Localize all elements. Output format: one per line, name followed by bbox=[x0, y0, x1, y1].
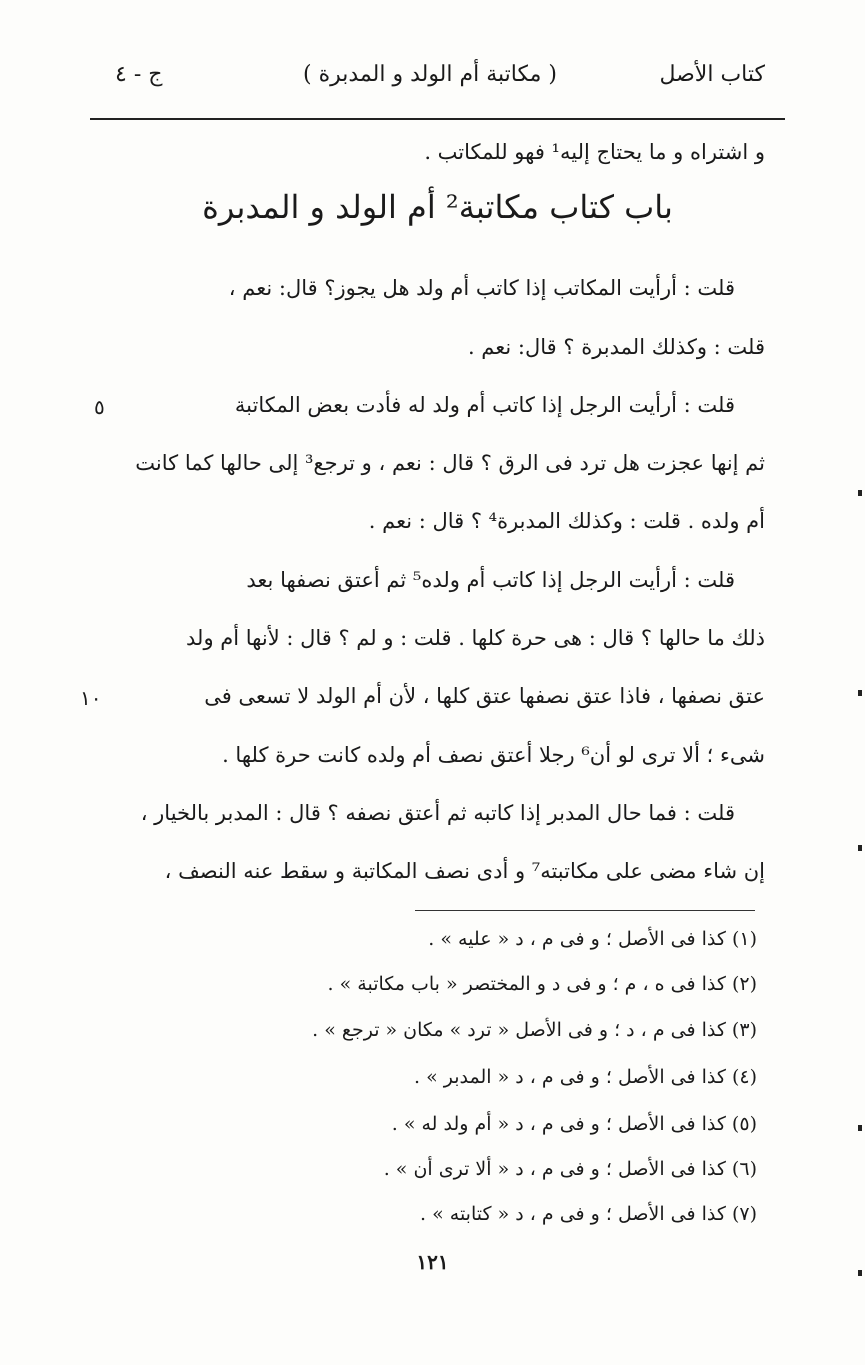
footnote: (٣) كذا فى م ، د ؛ و فى الأصل « ترد » مكان « ترجع » . bbox=[312, 1019, 757, 1041]
body-line: قلت : أرأيت الرجل إذا كاتب أم ولد له فأدت بعض المكاتبة bbox=[234, 393, 735, 417]
body-line: شىء ؛ ألا ترى لو أن⁶ رجلا أعتق نصف أم ولده كانت حرة كلها . bbox=[222, 743, 765, 767]
body-line: أم ولده . قلت : وكذلك المدبرة⁴ ؟ قال : نعم . bbox=[368, 509, 765, 533]
chapter-heading: باب كتاب مكاتبة² أم الولد و المدبرة bbox=[202, 188, 673, 226]
body-line: عتق نصفها ، فاذا عتق نصفها عتق كلها ، لأن أم الولد لا تسعى فى bbox=[204, 684, 765, 708]
header-book-title: كتاب الأصل bbox=[659, 62, 765, 87]
body-line: إن شاء مضى على مكاتبته⁷ و أدى نصف المكاتبة و سقط عنه النصف ، bbox=[164, 859, 765, 883]
margin-line-number: ١٠ bbox=[80, 686, 102, 710]
body-line: قلت : وكذلك المدبرة ؟ قال: نعم . bbox=[467, 335, 765, 359]
scan-speck bbox=[858, 845, 862, 851]
footnote: (٢) كذا فى ه ، م ؛ و فى د و المختصر « باب مكاتبة » . bbox=[327, 973, 757, 995]
footnote: (٥) كذا فى الأصل ؛ و فى م ، د « أم ولد له » . bbox=[391, 1113, 757, 1135]
body-line: ثم إنها عجزت هل ترد فى الرق ؟ قال : نعم ، و ترجع³ إلى حالها كما كانت bbox=[135, 451, 765, 475]
margin-line-number: ٥ bbox=[94, 395, 105, 419]
page-number: ١٢١ bbox=[416, 1250, 449, 1274]
footnote: (٤) كذا فى الأصل ؛ و فى م ، د « المدبر » . bbox=[414, 1066, 757, 1088]
scan-speck bbox=[858, 1270, 862, 1276]
body-line: و اشتراه و ما يحتاج إليه¹ فهو للمكاتب . bbox=[424, 140, 765, 164]
header-section-title: ( مكاتبة أم الولد و المدبرة ) bbox=[303, 62, 557, 87]
header-rule bbox=[90, 118, 785, 120]
footnote-rule bbox=[415, 910, 755, 911]
running-header bbox=[95, 58, 765, 98]
footnote: (٧) كذا فى الأصل ؛ و فى م ، د « كتابته » . bbox=[420, 1203, 757, 1225]
footnote: (١) كذا فى الأصل ؛ و فى م ، د « عليه » . bbox=[428, 928, 757, 950]
body-line: قلت : أرأيت المكاتب إذا كاتب أم ولد هل يجوز؟ قال: نعم ، bbox=[228, 276, 735, 300]
scan-speck bbox=[858, 690, 862, 696]
body-line: ذلك ما حالها ؟ قال : هى حرة كلها . قلت : و لم ؟ قال : لأنها أم ولد bbox=[186, 626, 765, 650]
body-line: قلت : فما حال المدبر إذا كاتبه ثم أعتق نصفه ؟ قال : المدبر بالخيار ، bbox=[140, 801, 735, 825]
header-volume: ج - ٤ bbox=[115, 62, 163, 87]
scan-speck bbox=[858, 1125, 862, 1131]
footnote: (٦) كذا فى الأصل ؛ و فى م ، د « ألا ترى أن » . bbox=[383, 1158, 757, 1180]
scan-speck bbox=[858, 490, 862, 496]
body-line: قلت : أرأيت الرجل إذا كاتب أم ولده⁵ ثم أعتق نصفها بعد bbox=[246, 568, 735, 592]
